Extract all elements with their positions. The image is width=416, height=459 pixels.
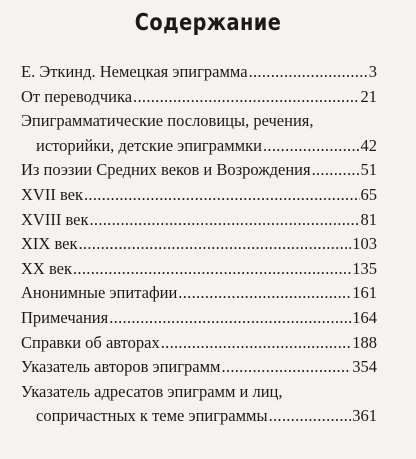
toc-entry-page: 135 <box>352 258 377 278</box>
toc-entry-label: XVII век <box>21 184 83 204</box>
toc-entry[interactable] <box>21 183 377 208</box>
toc-entry-label: Указатель адресатов эпиграмм и лиц, <box>21 381 283 401</box>
toc-entry-page: 81 <box>360 209 377 229</box>
toc-entry[interactable] <box>21 158 377 183</box>
toc-entry-label: Из поэзии Средних веков и Возрождения <box>21 160 311 180</box>
toc-leader-dots <box>73 257 351 282</box>
toc-entry-label: Эпиграмматические пословицы, речения, <box>21 111 314 131</box>
toc-entry-page: 188 <box>352 332 377 352</box>
toc-entry-page: 164 <box>352 307 377 327</box>
toc-entry-multiline[interactable] <box>21 109 377 158</box>
toc-entry-page: 354 <box>352 357 377 377</box>
toc-entry-page: 361 <box>352 406 377 426</box>
toc-entry-label: Примечания <box>21 307 109 327</box>
toc-leader-dots <box>84 183 360 208</box>
toc-entry-label: XIX век <box>21 234 78 254</box>
toc-entry[interactable] <box>21 208 377 233</box>
table-of-contents <box>21 60 377 429</box>
toc-leader-dots <box>221 355 351 380</box>
toc-leader-dots <box>312 158 360 183</box>
toc-entry[interactable] <box>21 355 377 380</box>
toc-entry-page: 65 <box>360 184 377 204</box>
toc-entry-label: Указатель авторов эпиграмм <box>21 357 221 377</box>
toc-entry-page: 42 <box>360 135 377 155</box>
toc-entry-page: 161 <box>352 283 377 303</box>
toc-entry-page: 3 <box>368 62 377 81</box>
toc-entry-label: Справки об авторах <box>21 332 160 352</box>
toc-leader-dots <box>178 281 351 306</box>
toc-entry[interactable] <box>21 306 377 331</box>
toc-leader-dots <box>133 85 359 110</box>
toc-entry[interactable] <box>21 232 377 257</box>
toc-entry-label-continued: историйки, детские эпиграммки <box>36 135 262 155</box>
toc-leader-dots <box>109 306 351 331</box>
toc-entry[interactable] <box>21 331 377 356</box>
toc-entry-label-continued: сопричастных к теме эпиграммы <box>36 406 268 426</box>
toc-entry[interactable] <box>21 281 377 306</box>
toc-entry-page: 103 <box>352 234 377 254</box>
toc-leader-dots <box>263 134 360 159</box>
toc-entry-page: 21 <box>360 86 377 106</box>
toc-entry-label: Анонимные эпитафии <box>21 283 178 303</box>
toc-entry-label: От переводчика <box>21 86 133 106</box>
toc-entry-label: XVIII век <box>21 209 89 229</box>
toc-entry-page: 51 <box>360 160 377 180</box>
page-title: Содержание <box>134 10 282 36</box>
toc-leader-dots <box>269 404 352 429</box>
toc-leader-dots <box>161 331 352 356</box>
toc-entry[interactable] <box>21 85 377 110</box>
toc-entry[interactable] <box>21 60 377 85</box>
toc-leader-dots <box>89 208 359 233</box>
toc-leader-dots <box>249 60 368 85</box>
toc-entry-label: Е. Эткинд. Немецкая эпиграмма <box>21 62 248 81</box>
toc-entry-multiline[interactable] <box>21 380 377 429</box>
toc-entry[interactable] <box>21 257 377 282</box>
toc-leader-dots <box>79 232 352 257</box>
toc-entry-label: XX век <box>21 258 72 278</box>
